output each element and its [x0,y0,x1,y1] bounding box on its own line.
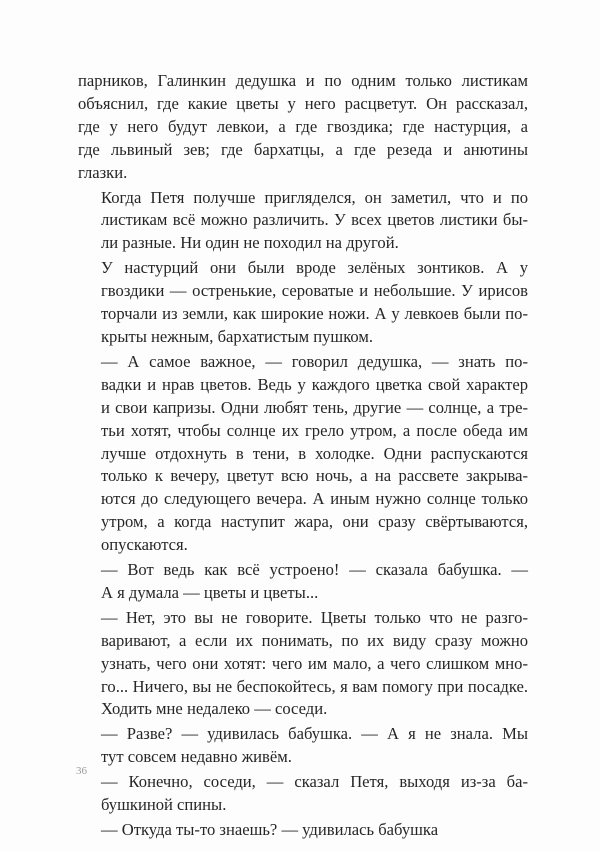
text-line: — Конечно, соседи, — сказал Петя, выходя из-за ба- [101,772,528,792]
text-line: — Вот ведь как всё устроено! — сказала бабушка. — [101,560,528,580]
page-text [78,70,528,844]
text-line: только к вечеру, цветут всю ночь, а на рассвете закрыва- [101,466,528,486]
text-line: узнать, чего они хотят: чего им мало, а чего слишком мно- [101,653,528,673]
text-line: ются до следующего вечера. А иным нужно солнце только [101,489,528,509]
text-line: где львиный зев; где бархатцы, а где резеда и анютины [78,139,528,159]
text-line: где у него будут левкои, а где гвоздика; где настурция, а [78,116,528,136]
paragraph [78,771,528,817]
text-line: листикам всё можно различить. У всех цветов листики бы- [101,210,528,230]
text-line: опускаются. [101,535,188,555]
text-line: утром, а когда наступит жара, они сразу свёртываются, [101,512,528,532]
text-line: лучше отдохнуть в тени, в холодке. Одни распускаются [101,443,528,463]
paragraph [78,70,528,185]
page-number: 36 [76,765,87,777]
text-line: торчали из земли, как широкие ножи. А у левкоев были по- [101,304,528,324]
text-line: крыты нежным, бархатистым пушком. [101,326,374,346]
text-line: го... Ничего, вы не беспокойтесь, я вам помогу при посадке. [101,676,528,696]
text-line: У настурций они были вроде зелёных зонтиков. А у [101,258,528,278]
paragraph [78,723,528,769]
text-line: — Откуда ты-то знаешь? — удивилась бабушка [101,820,439,839]
text-line: бушкиной спины. [101,795,227,815]
paragraph [78,607,528,722]
text-line: глазки. [78,162,128,182]
text-line: гвоздики — остренькие, сероватые и небольшие. У ирисов [101,281,528,301]
text-line: Когда Петя получше пригляделся, он заметил, что и по [101,187,528,207]
paragraph [78,819,528,842]
paragraph [78,187,528,256]
text-line: — А самое важное, — говорил дедушка, — знать по- [101,351,528,371]
text-line: тьи хотят, чтобы солнце их грело утром, а после обеда им [101,420,528,440]
text-line: и свои капризы. Одни любят тень, другие — солнце, а тре- [101,397,528,417]
text-line: варивают, а если их понимать, по их виду сразу можно [101,630,528,650]
text-line: вадки и нрав цветов. Ведь у каждого цветка свой характер [101,374,528,394]
text-line: — Нет, это вы не говорите. Цветы только что не разго- [101,607,528,627]
text-line: объяснил, где какие цветы у него расцветут. Он рассказал, [78,93,528,113]
text-line: парников, Галинкин дедушка и по одним только листикам [78,71,528,90]
paragraph [78,351,528,557]
text-line: — Разве? — удивилась бабушка. — А я не знала. Мы [101,724,528,744]
text-line: Ходить мне недалеко — соседи. [101,699,328,719]
paragraph [78,559,528,605]
text-line: А я думала — цветы и цветы... [101,582,319,602]
text-line: ли разные. Ни один не походил на другой. [101,233,399,253]
paragraph [78,257,528,349]
text-line: тут совсем недавно живём. [101,747,292,767]
